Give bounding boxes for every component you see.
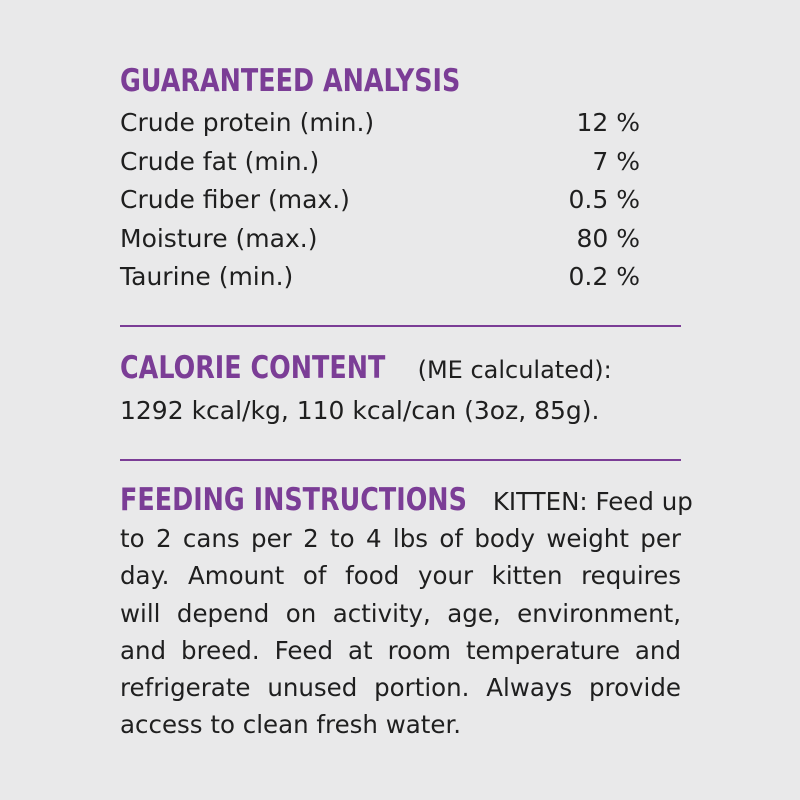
feeding-line: to 2 cans per 2 to 4 lbs of body weight per	[120, 524, 681, 554]
feeding-line	[120, 482, 693, 520]
table-row	[120, 258, 640, 297]
feeding-line: access to clean fresh water.	[120, 710, 462, 740]
feeding-line: will depend on activity, age, environment,	[120, 598, 681, 628]
nutrient-label: Taurine (min.)	[120, 262, 294, 291]
nutrient-value: 12 %	[576, 108, 640, 137]
nutrient-value: 80 %	[576, 223, 640, 253]
guaranteed-analysis-heading	[120, 63, 535, 99]
section-divider	[120, 325, 681, 327]
nutrient-value: 0.2 %	[568, 262, 640, 291]
nutrient-value: 0.5 %	[568, 185, 640, 214]
nutrient-value: 7 %	[592, 146, 640, 176]
table-row	[120, 181, 640, 220]
section-divider	[120, 459, 681, 461]
feeding-instructions-title: FEEDING INSTRUCTIONS	[120, 482, 467, 518]
calorie-content-heading	[120, 348, 612, 393]
nutrient-label: Crude protein (min.)	[120, 108, 375, 137]
calorie-content-text: 1292 kcal/kg, 110 kcal/can (3oz, 85g).	[120, 396, 600, 425]
feeding-line: day. Amount of food your kitten requires	[120, 561, 681, 591]
feeding-line-text: KITTEN: Feed up	[492, 487, 693, 516]
nutrient-label: Crude fiber (max.)	[120, 185, 350, 214]
table-row	[120, 104, 640, 143]
feeding-instructions	[120, 482, 693, 743]
guaranteed-analysis-table	[120, 104, 640, 297]
table-row	[120, 220, 640, 259]
feeding-line: refrigerate unused portion. Always provide	[120, 673, 681, 703]
guaranteed-analysis-title: GUARANTEED ANALYSIS	[120, 63, 461, 99]
calorie-content-title: CALORIE CONTENT	[120, 350, 386, 386]
table-row	[120, 143, 640, 182]
calorie-content-suffix: (ME calculated):	[417, 356, 612, 384]
feeding-line: and breed. Feed at room temperature and	[120, 635, 681, 665]
nutrient-label: Moisture (max.)	[120, 223, 318, 253]
nutrient-label: Crude fat (min.)	[120, 146, 320, 176]
